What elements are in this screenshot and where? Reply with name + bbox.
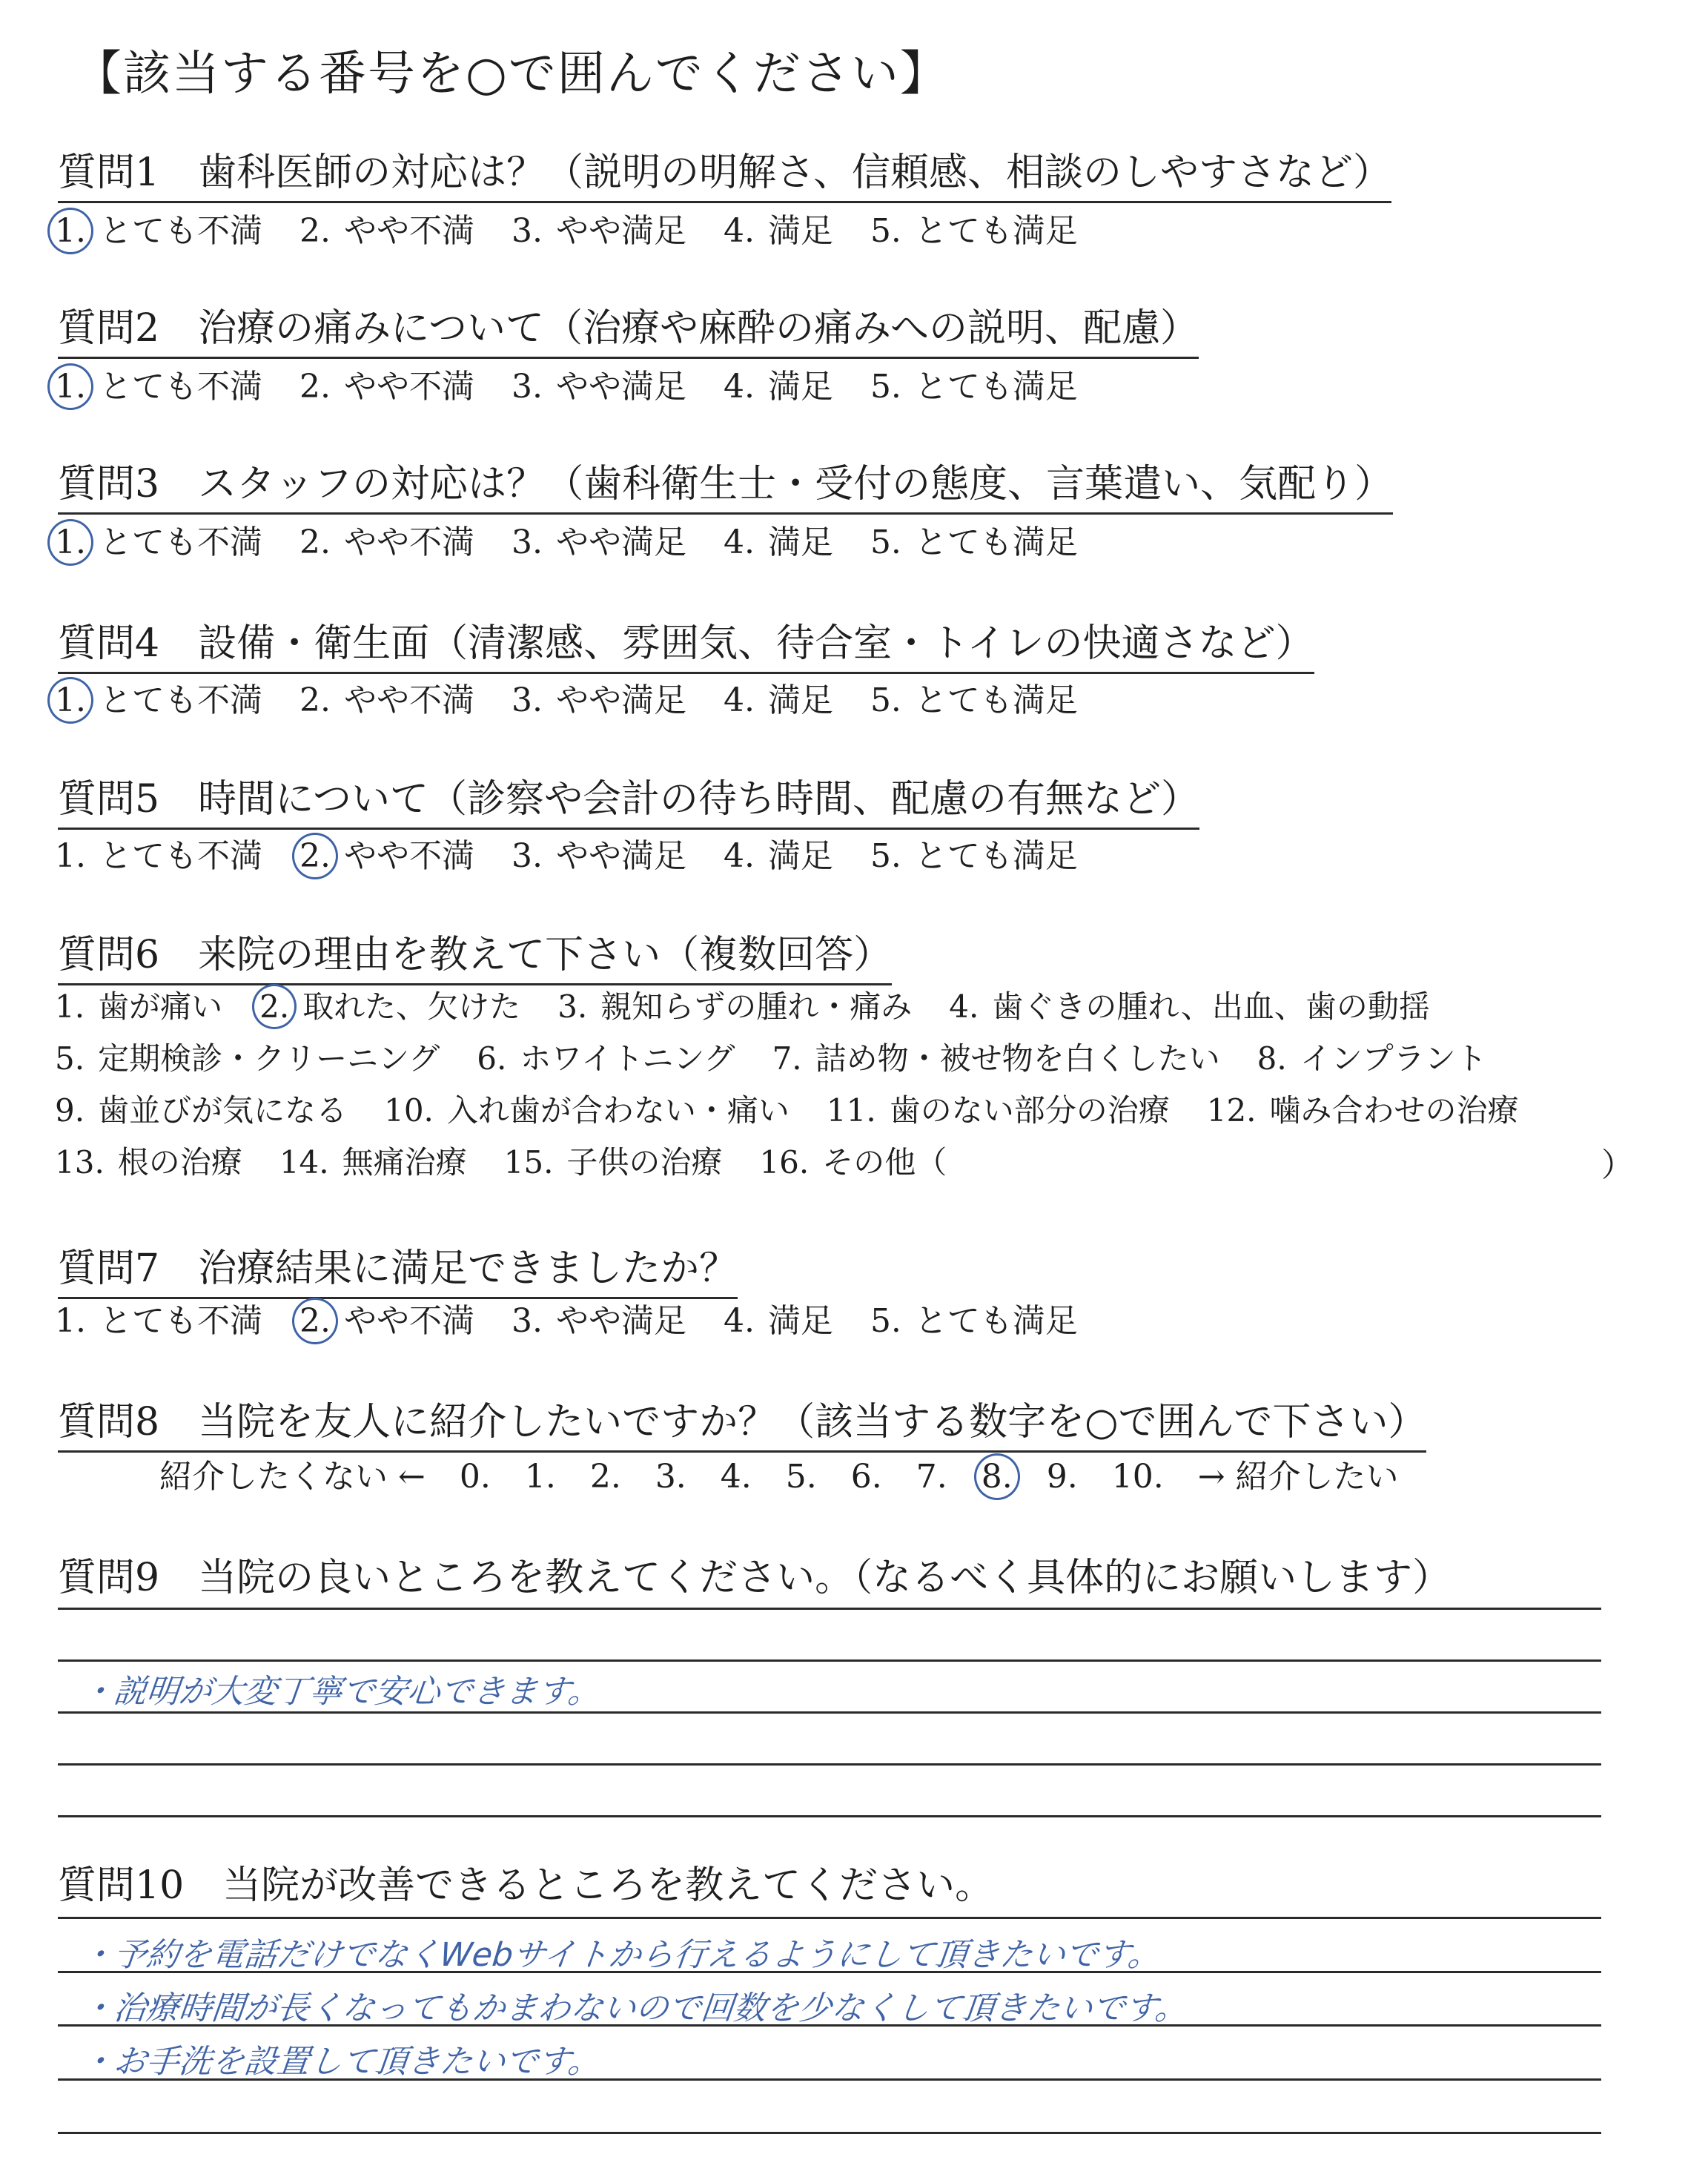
option-number: 2. [299, 212, 331, 250]
option-label: 歯並びが気になる [98, 1092, 348, 1129]
option-number: 11. [826, 1092, 876, 1129]
question-4-options [55, 673, 1078, 721]
question-7-options [55, 1294, 1078, 1341]
option-number: 14. [279, 1144, 329, 1180]
option-label: 満足 [767, 368, 833, 406]
reason-option[interactable] [949, 988, 1430, 1025]
scale-number[interactable]: 7. [916, 1458, 947, 1496]
scale-number[interactable]: 6. [850, 1458, 882, 1496]
option-number: 16. [759, 1144, 810, 1180]
question-6-other-close: ） [1601, 1146, 1634, 1184]
option-label: とても不満 [99, 681, 262, 719]
option-label: 歯ぐきの腫れ、出血、歯の動揺 [992, 988, 1430, 1025]
option-label: 歯が痛い [98, 988, 223, 1025]
option-4[interactable] [724, 212, 833, 250]
scale-number[interactable]: 4. [720, 1458, 752, 1496]
option-label: 入れ歯が合わない・痛い [446, 1092, 790, 1129]
option-number: 4. [723, 681, 755, 719]
option-4[interactable] [724, 524, 833, 561]
option-number: 2. [299, 681, 331, 719]
scale-number[interactable]: 2. [589, 1458, 621, 1496]
option-1[interactable] [55, 681, 262, 719]
option-5[interactable] [870, 212, 1078, 250]
selection-circle-mark [292, 1298, 338, 1344]
option-3[interactable] [512, 681, 686, 719]
option-label: やや満足 [555, 368, 686, 406]
option-label: やや満足 [555, 837, 686, 875]
option-label: とても不満 [99, 368, 262, 406]
option-label: 無痛治療 [342, 1144, 467, 1180]
scale-number[interactable]: 10. [1111, 1458, 1164, 1496]
option-label: とても満足 [914, 368, 1078, 406]
question-6-title: 質問6 来院の理由を教えて下さい（複数回答） [58, 923, 892, 985]
reason-option[interactable] [772, 1040, 1220, 1077]
option-number: 1. [55, 681, 86, 719]
option-5[interactable] [870, 681, 1078, 719]
selection-circle-mark [292, 833, 338, 879]
reason-option[interactable] [55, 1040, 440, 1077]
option-number: 1. [55, 368, 86, 406]
option-label: ホワイトニング [520, 1040, 735, 1077]
scale-number[interactable]: 8. [982, 1458, 1013, 1496]
option-label: その他（ [822, 1144, 947, 1180]
option-number: 5. [55, 1040, 85, 1077]
option-4[interactable] [724, 837, 833, 875]
option-number: 5. [870, 368, 901, 406]
option-number: 3. [511, 681, 543, 719]
option-label: やや満足 [555, 1302, 686, 1340]
option-label: 満足 [767, 1302, 833, 1340]
option-5[interactable] [870, 368, 1078, 406]
option-2[interactable] [299, 212, 474, 250]
question-10-answer-1: ・予約を電話だけでなくWebサイトから行えるようにして頂きたいです。 [79, 1936, 1163, 1974]
option-5[interactable] [870, 837, 1078, 875]
option-label: 定期検診・クリーニング [98, 1040, 440, 1077]
option-number: 13. [55, 1144, 105, 1180]
option-label: やや満足 [555, 524, 686, 561]
answer-line [58, 1917, 1601, 1919]
option-2[interactable] [299, 1302, 474, 1340]
question-9-title: 質問9 当院の良いところを教えてください。（なるべく具体的にお願いします） [58, 1556, 1452, 1600]
option-label: とても不満 [99, 524, 262, 561]
reason-option[interactable] [1207, 1092, 1519, 1129]
reason-option[interactable] [1257, 1040, 1487, 1077]
option-1[interactable] [55, 368, 262, 406]
option-number: 4. [723, 212, 755, 250]
reason-option[interactable] [55, 988, 222, 1025]
reason-option[interactable] [279, 1144, 467, 1180]
option-number: 3. [557, 988, 588, 1025]
option-4[interactable] [724, 368, 833, 406]
option-label: やや不満 [343, 681, 474, 719]
option-number: 2. [299, 368, 331, 406]
question-4-title: 質問4 設備・衛生面（清潔感、雰囲気、待合室・トイレの快適さなど） [58, 612, 1314, 674]
option-label: 満足 [767, 837, 833, 875]
option-label: 噛み合わせの治療 [1269, 1092, 1519, 1129]
question-2-options [55, 360, 1078, 407]
option-number: 3. [511, 368, 543, 406]
option-number: 4. [949, 988, 979, 1025]
option-1[interactable] [55, 1302, 262, 1340]
question-3-options [55, 515, 1078, 563]
option-2[interactable] [299, 837, 474, 875]
selection-circle-mark [47, 519, 93, 566]
option-3[interactable] [512, 524, 686, 561]
option-label: 根の治療 [117, 1144, 242, 1180]
answer-line [58, 1815, 1601, 1817]
scale-number[interactable]: 3. [655, 1458, 686, 1496]
question-6-row-1 [55, 982, 1430, 1027]
option-label: とても満足 [914, 212, 1078, 250]
answer-line [58, 1763, 1601, 1766]
selection-circle-mark [47, 677, 93, 724]
answer-line [58, 1659, 1601, 1662]
option-label: インプラント [1300, 1040, 1487, 1077]
scale-right-label: → 紹介したい [1197, 1458, 1399, 1496]
option-number: 5. [870, 524, 901, 561]
option-3[interactable] [512, 1302, 686, 1340]
form-title: 【該当する番号を○で囲んでください】 [74, 47, 949, 102]
scale-left-label: 紹介したくない ← [159, 1458, 426, 1496]
option-1[interactable] [55, 524, 262, 561]
option-number: 2. [299, 837, 331, 875]
scale-number[interactable]: 5. [785, 1458, 817, 1496]
option-label: とても満足 [914, 524, 1078, 561]
question-1-options [55, 204, 1078, 251]
answer-line [58, 1608, 1601, 1610]
question-5-options [55, 829, 1078, 876]
option-number: 3. [511, 524, 543, 561]
option-number: 5. [870, 681, 901, 719]
selection-circle-mark [252, 984, 297, 1029]
option-label: やや満足 [555, 212, 686, 250]
question-1-title: 質問1 歯科医師の対応は？（説明の明解さ、信頼感、相談のしやすさなど） [58, 141, 1391, 203]
option-number: 2. [299, 1302, 331, 1340]
option-number: 3. [511, 1302, 543, 1340]
question-9-answer-1: ・説明が大変丁寧で安心できます。 [79, 1673, 603, 1711]
option-label: とても不満 [99, 837, 262, 875]
option-label: やや不満 [343, 524, 474, 561]
reason-option[interactable] [477, 1040, 735, 1077]
option-number: 3. [511, 212, 543, 250]
option-label: 詰め物・被せ物を白くしたい [815, 1040, 1220, 1077]
question-8-title: 質問8 当院を友人に紹介したいですか？（該当する数字を○で囲んで下さい） [58, 1390, 1426, 1453]
option-label: 満足 [767, 212, 833, 250]
question-10-answer-3: ・お手洗を設置して頂きたいです。 [79, 2043, 603, 2081]
option-number: 1. [55, 212, 86, 250]
option-1[interactable] [55, 837, 262, 875]
question-8-scale [159, 1450, 1399, 1497]
question-5-title: 質問5 時間について（診察や会計の待ち時間、配慮の有無など） [58, 767, 1199, 830]
option-label: 満足 [767, 524, 833, 561]
option-number: 15. [503, 1144, 554, 1180]
option-5[interactable] [870, 524, 1078, 561]
option-number: 4. [723, 837, 755, 875]
option-number: 5. [870, 212, 901, 250]
option-number: 3. [511, 837, 543, 875]
question-6-row-2 [55, 1034, 1487, 1079]
question-10-answer-2: ・治療時間が長くなってもかまわないので回数を少なくして頂きたいです。 [79, 1989, 1190, 2027]
scale-number[interactable]: 0. [459, 1458, 491, 1496]
option-3[interactable] [512, 368, 686, 406]
option-1[interactable] [55, 212, 262, 250]
option-label: とても満足 [914, 681, 1078, 719]
option-number: 4. [723, 368, 755, 406]
option-4[interactable] [724, 1302, 833, 1340]
option-label: 子供の治療 [566, 1144, 723, 1180]
option-label: とても満足 [914, 1302, 1078, 1340]
option-label: とても満足 [914, 837, 1078, 875]
option-number: 5. [870, 837, 901, 875]
option-3[interactable] [512, 837, 686, 875]
option-3[interactable] [512, 212, 686, 250]
option-number: 8. [1257, 1040, 1287, 1077]
reason-option[interactable] [384, 1092, 790, 1129]
option-4[interactable] [724, 681, 833, 719]
option-label: 満足 [767, 681, 833, 719]
reason-option[interactable] [759, 1144, 947, 1180]
selection-circle-mark [47, 208, 93, 254]
option-number: 1. [55, 988, 85, 1025]
option-number: 12. [1206, 1092, 1257, 1129]
reason-option[interactable] [55, 1092, 347, 1129]
option-number: 2. [259, 988, 289, 1025]
option-label: やや不満 [343, 1302, 474, 1340]
option-label: やや不満 [343, 368, 474, 406]
option-2[interactable] [299, 681, 474, 719]
question-2-title: 質問2 治療の痛みについて（治療や麻酔の痛みへの説明、配慮） [58, 297, 1199, 359]
option-number: 4. [723, 524, 755, 561]
option-label: やや不満 [343, 837, 474, 875]
option-number: 1. [55, 524, 86, 561]
question-6-row-4 [55, 1138, 947, 1183]
option-label: とても不満 [99, 212, 262, 250]
option-label: やや不満 [343, 212, 474, 250]
selection-circle-mark [47, 363, 93, 410]
option-number: 5. [870, 1302, 901, 1340]
reason-option[interactable] [259, 988, 520, 1025]
answer-line [58, 2132, 1601, 2134]
question-6-row-3 [55, 1086, 1519, 1131]
option-number: 1. [55, 837, 86, 875]
option-label: 親知らずの腫れ・痛み [600, 988, 913, 1025]
option-number: 9. [55, 1092, 85, 1129]
option-2[interactable] [299, 368, 474, 406]
option-label: 歯のない部分の治療 [889, 1092, 1170, 1129]
option-5[interactable] [870, 1302, 1078, 1340]
option-number: 2. [299, 524, 331, 561]
selection-circle-mark [974, 1453, 1020, 1500]
reason-option[interactable] [827, 1092, 1170, 1129]
reason-option[interactable] [557, 988, 912, 1025]
option-number: 4. [723, 1302, 755, 1340]
reason-option[interactable] [55, 1144, 242, 1180]
option-number: 10. [384, 1092, 434, 1129]
reason-option[interactable] [504, 1144, 723, 1180]
option-label: 取れた、欠けた [302, 988, 521, 1025]
question-3-title: 質問3 スタッフの対応は？（歯科衛生士・受付の態度、言葉遣い、気配り） [58, 452, 1393, 515]
question-10-title: 質問10 当院が改善できるところを教えてください。 [58, 1863, 994, 1908]
scale-number[interactable]: 9. [1046, 1458, 1078, 1496]
option-number: 6. [477, 1040, 507, 1077]
option-2[interactable] [299, 524, 474, 561]
option-number: 7. [772, 1040, 802, 1077]
option-label: とても不満 [99, 1302, 262, 1340]
option-number: 1. [55, 1302, 86, 1340]
question-7-title: 質問7 治療結果に満足できましたか？ [58, 1237, 738, 1299]
option-label: やや満足 [555, 681, 686, 719]
scale-number[interactable]: 1. [524, 1458, 556, 1496]
